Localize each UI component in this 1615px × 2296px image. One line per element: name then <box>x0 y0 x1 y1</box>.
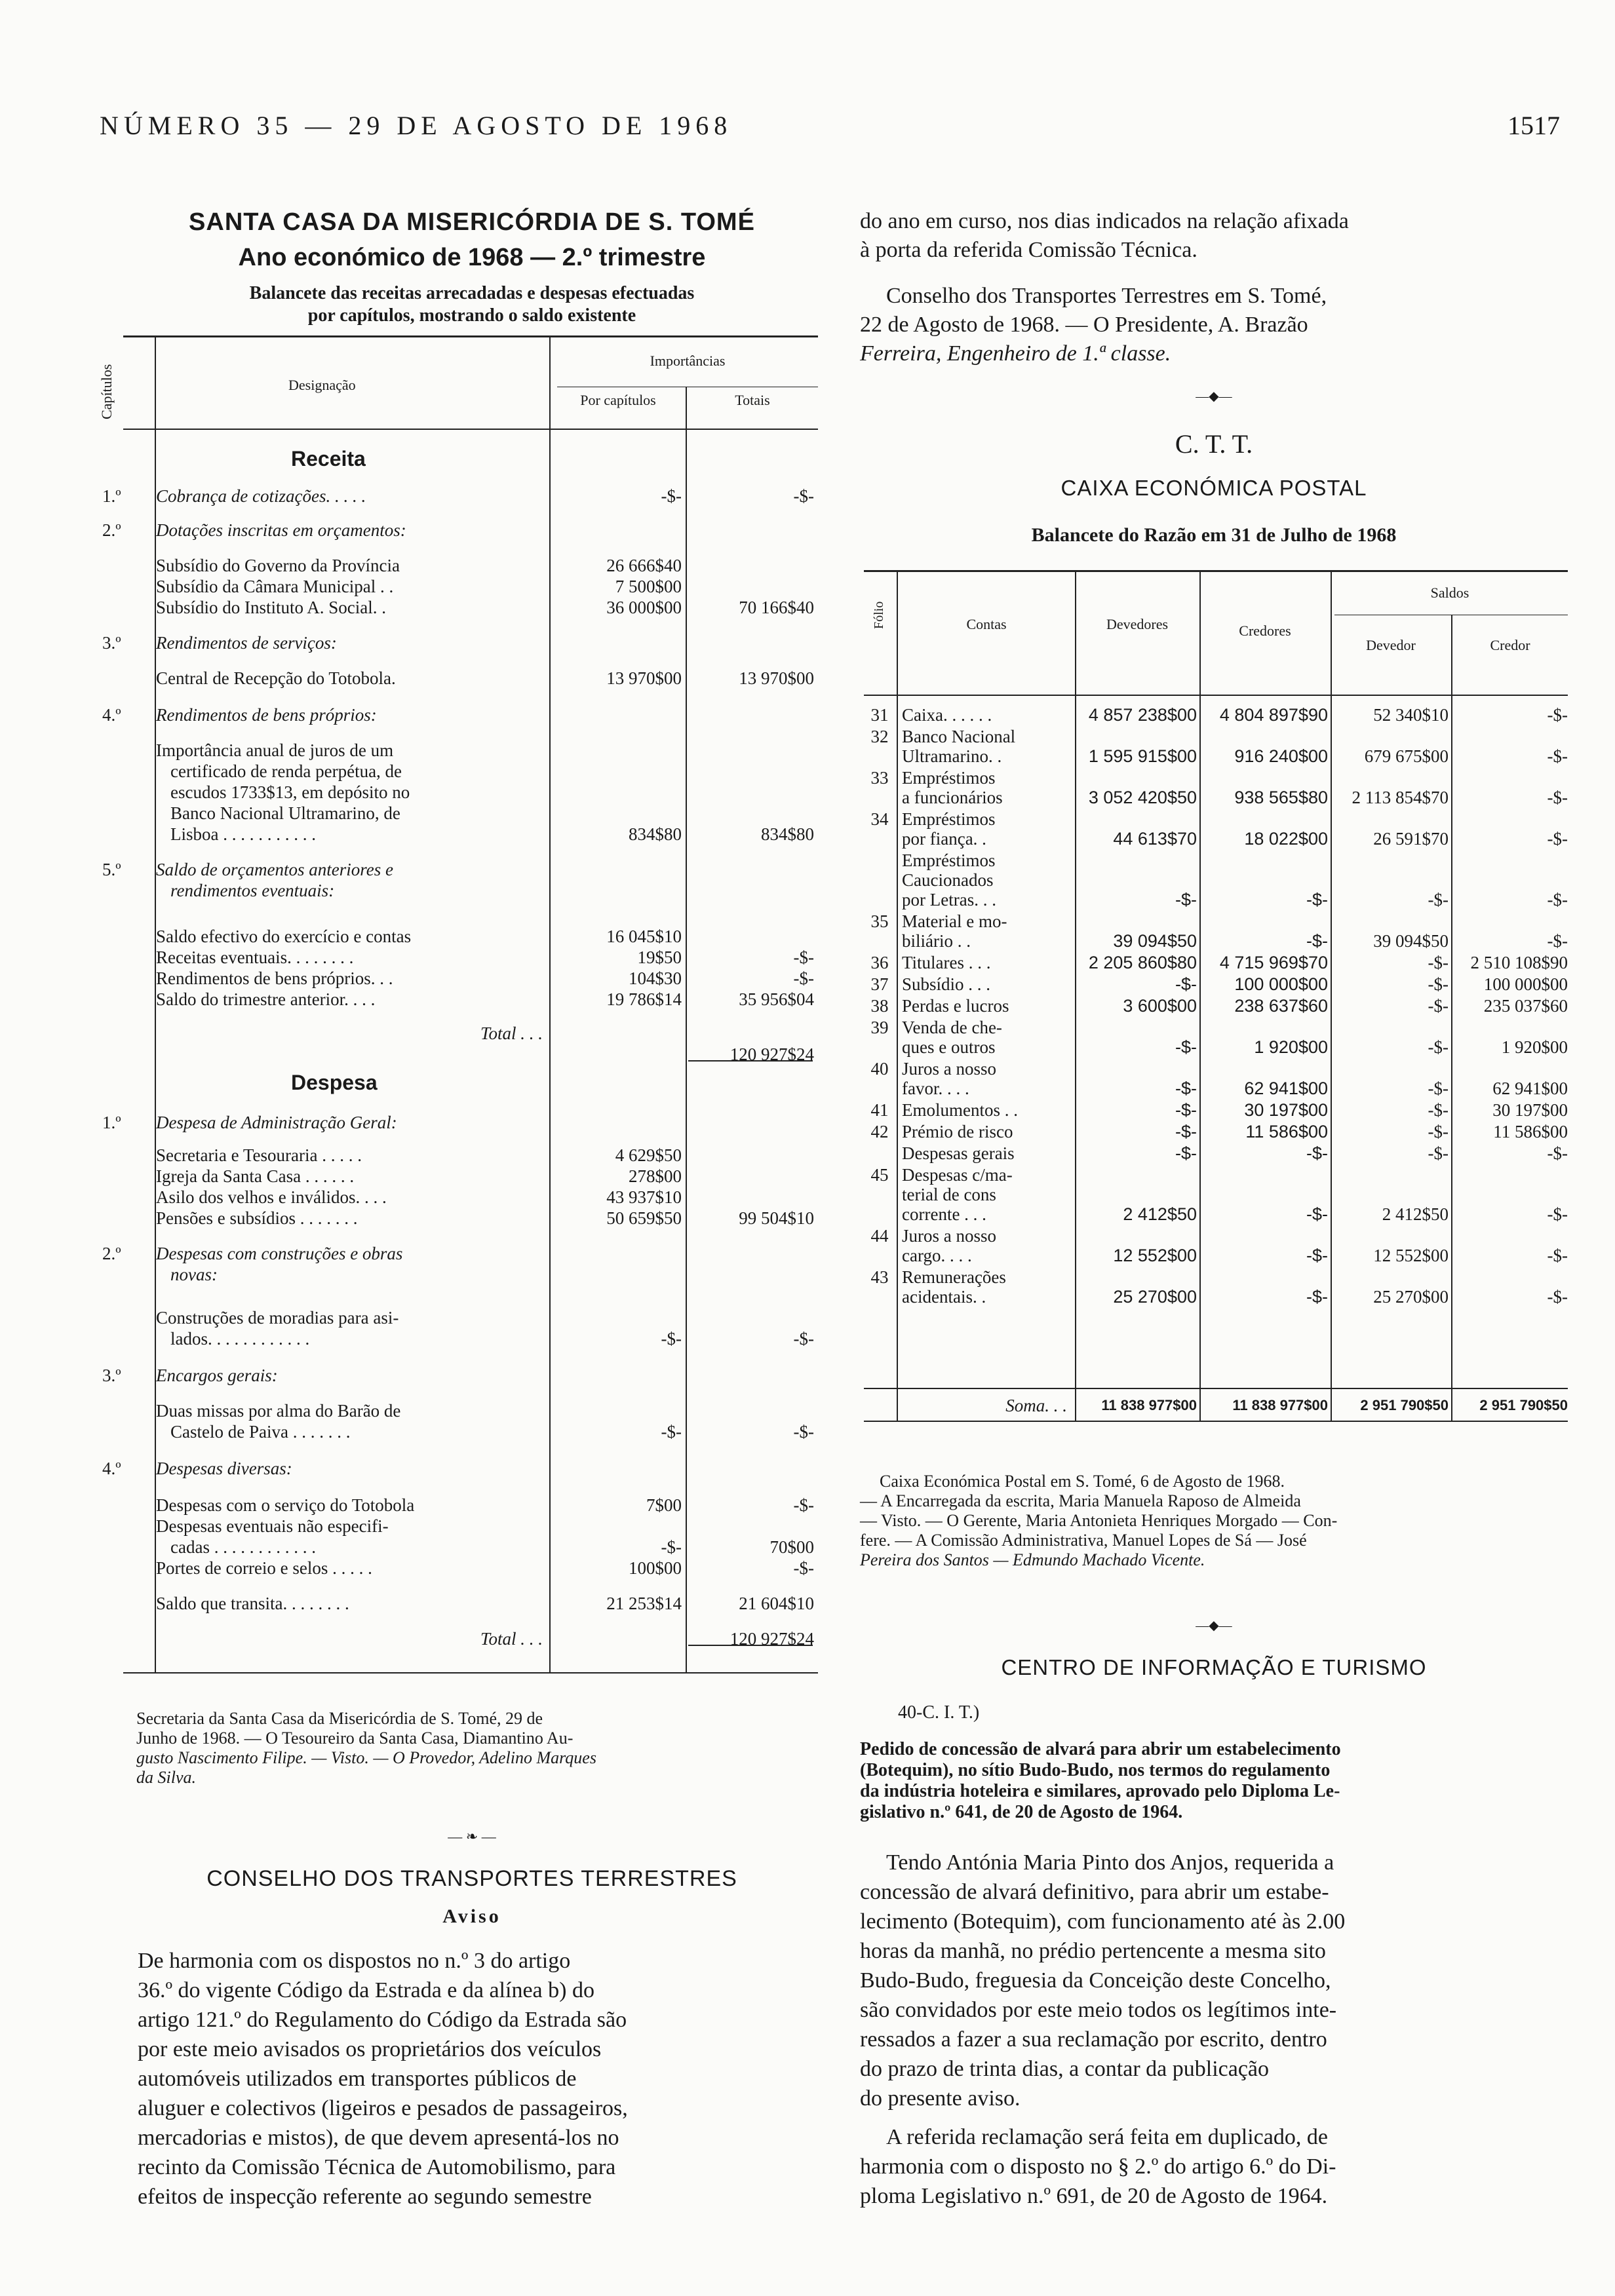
signature-line: — A Encarregada da escrita, Maria Manuela Raposo de Almeida <box>860 1491 1301 1510</box>
soma-devedores: 11 838 977$00 <box>1101 1397 1197 1413</box>
por-capitulo: 19$50 <box>637 947 682 967</box>
body-line: por este meio avisados os proprietários dos veículos <box>138 2037 602 2061</box>
conta-line: por fiança. . <box>902 829 986 849</box>
cap-number: 3.º <box>102 633 121 653</box>
conta-line: por Letras. . . <box>902 890 996 909</box>
devedores-value: -$- <box>1175 1100 1197 1120</box>
body-line: Tendo Antónia Maria Pinto dos Anjos, requerida a <box>886 1850 1334 1875</box>
conselho-title: CONSELHO DOS TRANSPORTES TERRESTRES <box>206 1866 737 1891</box>
designacao: cadas . . . . . . . . . . . . <box>170 1537 316 1557</box>
devedores-value: -$- <box>1175 1122 1197 1141</box>
summary-line: Pedido de concessão de alvará para abrir um estabelecimento <box>860 1739 1341 1759</box>
body-line: artigo 121.º do Regulamento do Código da Estrada são <box>138 2008 627 2032</box>
por-capitulo: 100$00 <box>629 1558 682 1578</box>
total: 70$00 <box>769 1537 814 1557</box>
por-capitulo: -$- <box>661 1537 682 1557</box>
body-line: concessão de alvará definitivo, para abrir um estabe- <box>860 1880 1329 1904</box>
designacao: Central de Recepção do Totobola. <box>156 668 396 688</box>
soma-credores: 11 838 977$00 <box>1232 1397 1328 1413</box>
col-por-capitulos: Por capítulos <box>580 392 656 408</box>
total: 35 956$04 <box>739 989 814 1009</box>
body-line: horas da manhã, no prédio pertencente a mesma sito <box>860 1939 1326 1963</box>
saldo-credor-value: -$- <box>1547 829 1568 849</box>
body-line: ressados a fazer a sua reclamação por escrito, dentro <box>860 2027 1327 2052</box>
devedores-value: 12 552$00 <box>1113 1246 1197 1265</box>
total: 13 970$00 <box>739 668 814 688</box>
body-line: do presente aviso. <box>860 2086 1021 2111</box>
designacao: rendimentos eventuais: <box>170 881 335 900</box>
por-capitulo: 4 629$50 <box>615 1145 682 1165</box>
saldo-devedor-value: -$- <box>1428 974 1449 994</box>
devedores-value: 2 412$50 <box>1123 1204 1197 1224</box>
saldo-devedor-value: -$- <box>1428 1143 1449 1163</box>
designacao: Banco Nacional Ultramarino, de <box>170 803 400 823</box>
saldo-credor-value: 235 037$60 <box>1483 996 1568 1016</box>
conta-line: Despesas gerais <box>902 1143 1015 1163</box>
por-capitulo: 104$30 <box>629 968 682 988</box>
conselho-continuation <box>860 207 1568 368</box>
designacao: Encargos gerais: <box>156 1366 278 1385</box>
body-line: Budo-Budo, freguesia da Conceição deste Concelho, <box>860 1968 1331 1993</box>
col-credores: Credores <box>1239 622 1291 639</box>
devedores-value: 4 857 238$00 <box>1088 705 1197 725</box>
body-line: 36.º do vigente Código da Estrada e da alínea b) do <box>138 1978 594 2002</box>
total-label: Total . . . <box>480 1024 543 1043</box>
signature-line: Pereira dos Santos — Edmundo Machado Vicente. <box>860 1550 1205 1569</box>
saldo-devedor-value: 39 094$50 <box>1373 931 1449 951</box>
por-capitulo: 834$80 <box>629 824 682 844</box>
conta-line: Venda de che- <box>902 1018 1002 1037</box>
designacao: Despesa de Administração Geral: <box>156 1113 397 1132</box>
designacao: Receitas eventuais. . . . . . . . <box>156 947 354 967</box>
folio: 36 <box>870 953 889 972</box>
credores-value: 938 565$80 <box>1234 788 1328 807</box>
designacao: novas: <box>170 1265 218 1284</box>
designacao: Saldo que transita. . . . . . . . <box>156 1594 349 1613</box>
saldo-credor-value: 2 510 108$90 <box>1470 953 1568 972</box>
cap-number: 4.º <box>102 1459 121 1478</box>
devedores-value: 3 600$00 <box>1123 996 1197 1016</box>
total: -$- <box>793 968 814 988</box>
soma-saldo-credor: 2 951 790$50 <box>1479 1397 1568 1413</box>
cap-number: 2.º <box>102 520 121 540</box>
credores-value: -$- <box>1306 1204 1328 1224</box>
folio: 34 <box>870 809 889 829</box>
saldo-devedor-value: -$- <box>1428 1100 1449 1120</box>
designacao: Subsídio do Governo da Província <box>156 556 400 575</box>
por-capitulo: 19 786$14 <box>606 989 682 1009</box>
soma-label: Soma. . . <box>1005 1396 1067 1415</box>
saldo-devedor-value: 52 340$10 <box>1373 705 1449 725</box>
body-line: do prazo de trinta dias, a contar da publicação <box>860 2057 1270 2081</box>
saldo-credor-value: -$- <box>1547 705 1568 725</box>
conta-line: Prémio de risco <box>902 1122 1013 1141</box>
conta-line: Titulares . . . <box>902 953 991 972</box>
total: -$- <box>793 947 814 967</box>
turismo-summary <box>860 1739 1568 1823</box>
signature-line: Junho de 1968. — O Tesoureiro da Santa Casa, Diamantino Au- <box>136 1729 574 1748</box>
credores-value: 11 586$00 <box>1245 1122 1328 1141</box>
col-contas: Contas <box>966 616 1007 632</box>
conta-line: acidentais. . <box>902 1287 986 1307</box>
body-line: harmonia com o disposto no § 2.º do artigo 6.º do Di- <box>860 2154 1336 2179</box>
por-capitulo: -$- <box>661 486 682 506</box>
por-capitulo: 278$00 <box>629 1166 682 1186</box>
designacao: Igreja da Santa Casa . . . . . . <box>156 1166 355 1186</box>
cap-number: 3.º <box>102 1366 121 1385</box>
designacao: Secretaria e Tesouraria . . . . . <box>156 1145 362 1165</box>
saldo-devedor-value: -$- <box>1428 890 1449 909</box>
signature-line: da Silva. <box>136 1768 196 1787</box>
saldo-devedor-value: -$- <box>1428 996 1449 1016</box>
conta-line: Despesas c/ma- <box>902 1165 1013 1185</box>
saldo-credor-value: 62 941$00 <box>1492 1079 1568 1098</box>
credores-value: 30 197$00 <box>1244 1100 1328 1120</box>
credores-value: -$- <box>1306 1287 1328 1307</box>
body-line: recinto da Comissão Técnica de Automobilismo, para <box>138 2155 616 2179</box>
saldo-credor-value: -$- <box>1547 746 1568 766</box>
por-capitulo: 21 253$14 <box>606 1594 682 1613</box>
credores-value: 62 941$00 <box>1244 1079 1328 1098</box>
conta-line: biliário . . <box>902 931 971 951</box>
credores-value: 916 240$00 <box>1234 746 1328 766</box>
conselho-body <box>138 1946 819 2211</box>
designacao: Lisboa . . . . . . . . . . . <box>170 824 316 844</box>
col-totais: Totais <box>735 392 770 408</box>
por-capitulo: 26 666$40 <box>606 556 682 575</box>
folio: 43 <box>870 1267 889 1287</box>
designacao: Importância anual de juros de um <box>156 740 394 760</box>
designacao: Portes de correio e selos . . . . . <box>156 1558 372 1578</box>
body-line: ploma Legislativo n.º 691, de 20 de Agosto de 1964. <box>860 2184 1328 2208</box>
saldo-devedor-value: 679 675$00 <box>1364 746 1449 766</box>
folio: 44 <box>870 1226 889 1246</box>
body-line: lecimento (Botequim), com funcionamento até às 2.00 <box>860 1909 1346 1934</box>
designacao: Rendimentos de serviços: <box>156 633 337 653</box>
turismo-ref: 40-C. I. T.) <box>898 1702 980 1723</box>
designacao: escudos 1733$13, em depósito no <box>170 782 410 802</box>
devedores-value: -$- <box>1175 1037 1197 1057</box>
col-saldo-credor: Credor <box>1490 637 1530 653</box>
credores-value: -$- <box>1306 1143 1328 1163</box>
santa-casa-title: SANTA CASA DA MISERICÓRDIA DE S. TOMÉ <box>189 208 755 236</box>
total: 834$80 <box>761 824 814 844</box>
saldo-devedor-value: -$- <box>1428 1122 1449 1141</box>
conta-line: corrente . . . <box>902 1204 986 1224</box>
body-line: 22 de Agosto de 1968. — O Presidente, A. Brazão <box>860 313 1308 337</box>
folio: 31 <box>870 705 889 725</box>
saldo-credor-value: 100 000$00 <box>1483 974 1568 994</box>
designacao: Construções de moradias para asi- <box>156 1308 399 1328</box>
santa-casa-subtitle: Ano económico de 1968 — 2.º trimestre <box>238 244 706 271</box>
conta-line: Subsídio . . . <box>902 974 991 994</box>
credores-value: 238 637$60 <box>1234 996 1328 1016</box>
conta-line: Remunerações <box>902 1267 1006 1287</box>
ctt-signature <box>860 1472 1568 1570</box>
por-capitulo: 7 500$00 <box>615 577 682 596</box>
total: 70 166$40 <box>739 598 814 617</box>
designacao: Rendimentos de bens próprios. . . <box>156 968 393 988</box>
ctt-balancete: Balancete do Razão em 31 de Julho de 1968 <box>1031 524 1397 546</box>
total: -$- <box>793 1329 814 1349</box>
designacao: Subsídio da Câmara Municipal . . <box>156 577 394 596</box>
folio: 41 <box>870 1100 889 1120</box>
saldo-devedor-value: 25 270$00 <box>1373 1287 1449 1307</box>
devedores-value: 2 205 860$80 <box>1088 953 1197 972</box>
designacao: Pensões e subsídios . . . . . . . <box>156 1208 358 1228</box>
total: -$- <box>793 486 814 506</box>
conta-line: cargo. . . . <box>902 1246 972 1265</box>
designacao: Castelo de Paiva . . . . . . . <box>170 1422 351 1442</box>
body-line: aluguer e colectivos (ligeiros e pesados de passageiros, <box>138 2096 628 2120</box>
conta-line: terial de cons <box>902 1185 996 1204</box>
total: 99 504$10 <box>739 1208 814 1228</box>
col-capitulos: Capítulos <box>98 364 115 419</box>
body-line: Ferreira, Engenheiro de 1.ª classe. <box>860 341 1171 366</box>
folio: 35 <box>870 911 889 931</box>
por-capitulo: 16 045$10 <box>606 927 682 946</box>
designacao: Saldo do trimestre anterior. . . . <box>156 989 376 1009</box>
saldo-devedor-value: 12 552$00 <box>1373 1246 1449 1265</box>
por-capitulo: 13 970$00 <box>606 668 682 688</box>
saldo-credor-value: -$- <box>1547 1204 1568 1224</box>
saldo-credor-value: -$- <box>1547 788 1568 807</box>
total-despesa: 120 927$24 <box>730 1629 814 1649</box>
designacao: Subsídio do Instituto A. Social. . <box>156 598 387 617</box>
page-number: 1517 <box>1508 111 1560 140</box>
turismo-body <box>860 1848 1568 2211</box>
folio: 40 <box>870 1059 889 1079</box>
designacao: Despesas diversas: <box>156 1459 292 1478</box>
col-saldo-devedor: Devedor <box>1366 637 1416 653</box>
saldo-credor-value: 30 197$00 <box>1492 1100 1568 1120</box>
signature-line: gusto Nascimento Filipe. — Visto. — O Provedor, Adelino Marques <box>136 1748 596 1767</box>
cap-number: 1.º <box>102 1113 121 1132</box>
divider-ornament: —◆— <box>1196 1618 1232 1633</box>
signature-line: Secretaria da Santa Casa da Misericórdia de S. Tomé, 29 de <box>136 1709 543 1728</box>
cap-number: 1.º <box>102 486 121 506</box>
summary-line: gislativo n.º 641, de 20 de Agosto de 1964. <box>860 1802 1183 1822</box>
devedores-value: 1 595 915$00 <box>1088 746 1197 766</box>
saldo-devedor-value: 2 113 854$70 <box>1352 788 1449 807</box>
signature-line: fere. — A Comissão Administrativa, Manuel Lopes de Sá — José <box>860 1531 1307 1550</box>
santa-casa-desc-1: Balancete das receitas arrecadadas e despesas efectuadas <box>249 283 695 303</box>
body-line: são convidados por este meio todos os legítimos inte- <box>860 1998 1337 2022</box>
body-line: De harmonia com os dispostos no n.º 3 do artigo <box>138 1949 571 1973</box>
devedores-value: -$- <box>1175 1079 1197 1098</box>
saldo-credor-value: -$- <box>1547 1246 1568 1265</box>
conta-line: Ultramarino. . <box>902 746 1002 766</box>
designacao: Saldo efectivo do exercício e contas <box>156 927 412 946</box>
santa-casa-signature <box>136 1709 818 1788</box>
turismo-title: CENTRO DE INFORMAÇÃO E TURISMO <box>1001 1655 1427 1679</box>
credores-value: -$- <box>1306 1246 1328 1265</box>
conta-line: Empréstimos <box>902 851 996 870</box>
despesa-heading: Despesa <box>291 1071 378 1094</box>
conta-line: Perdas e lucros <box>902 996 1009 1016</box>
por-capitulo: -$- <box>661 1422 682 1442</box>
page-header-title: NÚMERO 35 — 29 DE AGOSTO DE 1968 <box>100 111 733 140</box>
conta-line: Emolumentos . . <box>902 1100 1018 1120</box>
folio: 37 <box>870 974 889 994</box>
devedores-value: -$- <box>1175 1143 1197 1163</box>
signature-line: — Visto. — O Gerente, Maria Antonieta Henriques Morgado — Con- <box>860 1511 1338 1530</box>
conta-line: Banco Nacional <box>902 727 1016 746</box>
designacao: Cobrança de cotizações. . . . . <box>156 486 366 506</box>
saldo-credor-value: 11 586$00 <box>1493 1122 1568 1141</box>
designacao: Rendimentos de bens próprios: <box>156 705 377 725</box>
saldo-credor-value: -$- <box>1547 931 1568 951</box>
total-label: Total . . . <box>480 1629 543 1649</box>
body-line: efeitos de inspecção referente ao segundo semestre <box>138 2185 592 2209</box>
saldo-devedor-value: 2 412$50 <box>1382 1204 1449 1224</box>
saldo-credor-value: -$- <box>1547 890 1568 909</box>
soma-saldo-devedor: 2 951 790$50 <box>1360 1397 1449 1413</box>
col-folio: Fólio <box>872 601 886 629</box>
folio: 42 <box>870 1122 889 1141</box>
total: -$- <box>793 1558 814 1578</box>
conta-line: ques e outros <box>902 1037 996 1057</box>
body-line: Conselho dos Transportes Terrestres em S. Tomé, <box>886 284 1327 308</box>
conta-line: Caucionados <box>902 870 994 890</box>
credores-value: 4 715 969$70 <box>1219 953 1328 972</box>
saldo-devedor-value: -$- <box>1428 1079 1449 1098</box>
col-importancias: Importâncias <box>650 353 726 369</box>
body-line: à porta da referida Comissão Técnica. <box>860 238 1197 262</box>
cap-number: 2.º <box>102 1244 121 1263</box>
saldo-devedor-value: -$- <box>1428 1037 1449 1057</box>
devedores-value: 39 094$50 <box>1113 931 1197 951</box>
divider-ornament: —◆— <box>1196 389 1232 404</box>
credores-value: 100 000$00 <box>1234 974 1328 994</box>
total-receita: 120 927$24 <box>730 1044 814 1064</box>
summary-line: da indústria hoteleira e similares, aprovado pelo Diploma Le- <box>860 1781 1340 1801</box>
credores-value: 1 920$00 <box>1254 1037 1328 1057</box>
summary-line: (Botequim), no sítio Budo-Budo, nos termos do regulamento <box>860 1760 1331 1780</box>
saldo-credor-value: -$- <box>1547 1143 1568 1163</box>
credores-value: -$- <box>1306 931 1328 951</box>
ctt-title: C. T. T. <box>1175 429 1253 459</box>
designacao: Saldo de orçamentos anteriores e <box>156 860 393 879</box>
ctt-subtitle: CAIXA ECONÓMICA POSTAL <box>1060 476 1367 500</box>
saldo-devedor-value: -$- <box>1428 953 1449 972</box>
credores-value: 18 022$00 <box>1244 829 1328 849</box>
designacao: Dotações inscritas em orçamentos: <box>156 520 406 540</box>
col-saldos: Saldos <box>1430 584 1469 601</box>
folio: 33 <box>870 768 889 788</box>
devedores-value: 3 052 420$50 <box>1088 788 1197 807</box>
conta-line: Caixa. . . . . . <box>902 705 992 725</box>
santa-casa-desc-2: por capítulos, mostrando o saldo existente <box>307 305 636 326</box>
conta-line: Juros a nosso <box>902 1059 997 1079</box>
body-line: mercadorias e mistos), de que devem apresentá-los no <box>138 2126 619 2150</box>
conta-line: Empréstimos <box>902 768 996 788</box>
designacao: Duas missas por alma do Barão de <box>156 1401 401 1421</box>
total: 21 604$10 <box>739 1594 814 1613</box>
body-line: automóveis utilizados em transportes públicos de <box>138 2067 577 2091</box>
conta-line: favor. . . . <box>902 1079 969 1098</box>
folio: 45 <box>870 1165 889 1185</box>
designacao: Despesas com o serviço do Totobola <box>156 1495 415 1515</box>
cap-number: 4.º <box>102 705 121 725</box>
conta-line: Empréstimos <box>902 809 996 829</box>
total: -$- <box>793 1422 814 1442</box>
col-designacao: Designação <box>288 377 356 393</box>
por-capitulo: 7$00 <box>646 1495 682 1515</box>
por-capitulo: 50 659$50 <box>606 1208 682 1228</box>
designacao: Despesas eventuais não especifi- <box>156 1516 389 1536</box>
por-capitulo: -$- <box>661 1329 682 1349</box>
credores-value: 4 804 897$90 <box>1219 705 1328 725</box>
divider-ornament: — ❧ — <box>448 1828 496 1845</box>
por-capitulo: 43 937$10 <box>606 1187 682 1207</box>
aviso-heading: Aviso <box>442 1905 501 1927</box>
folio: 39 <box>870 1018 889 1037</box>
designacao: certificado de renda perpétua, de <box>170 761 402 781</box>
devedores-value: -$- <box>1175 974 1197 994</box>
devedores-value: -$- <box>1175 890 1197 909</box>
saldo-credor-value: 1 920$00 <box>1501 1037 1568 1057</box>
credores-value: -$- <box>1306 890 1328 909</box>
col-devedores: Devedores <box>1106 616 1169 632</box>
folio: 38 <box>870 996 889 1016</box>
signature-line: Caixa Económica Postal em S. Tomé, 6 de Agosto de 1968. <box>880 1472 1285 1491</box>
por-capitulo: 36 000$00 <box>606 598 682 617</box>
body-line: do ano em curso, nos dias indicados na relação afixada <box>860 209 1349 233</box>
cap-number: 5.º <box>102 860 121 879</box>
devedores-value: 25 270$00 <box>1113 1287 1197 1307</box>
conta-line: a funcionários <box>902 788 1003 807</box>
saldo-credor-value: -$- <box>1547 1287 1568 1307</box>
designacao: Asilo dos velhos e inválidos. . . . <box>156 1187 387 1207</box>
conta-line: Material e mo- <box>902 911 1007 931</box>
folio: 32 <box>870 727 889 746</box>
designacao: lados. . . . . . . . . . . . <box>170 1329 310 1349</box>
designacao: Despesas com construções e obras <box>156 1244 403 1263</box>
saldo-devedor-value: 26 591$70 <box>1373 829 1449 849</box>
receita-heading: Receita <box>291 447 366 470</box>
total: -$- <box>793 1495 814 1515</box>
conta-line: Juros a nosso <box>902 1226 997 1246</box>
body-line: A referida reclamação será feita em duplicado, de <box>886 2125 1328 2149</box>
devedores-value: 44 613$70 <box>1113 829 1197 849</box>
